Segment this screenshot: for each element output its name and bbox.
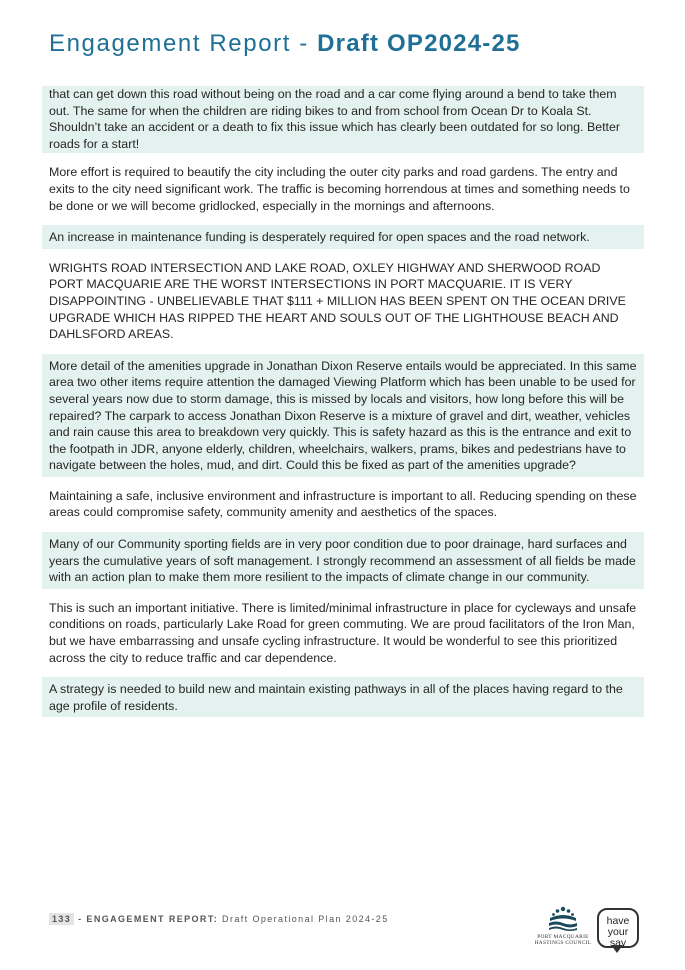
comment-list bbox=[42, 86, 644, 728]
speech-bubble-tail-icon bbox=[611, 945, 623, 953]
comment-6: Maintaining a safe, inclusive environment and infrastructure is important to all. Reducing spending on these areas could compromise safety, community amenity and aesthetics of the spaces. bbox=[49, 488, 637, 520]
page-number: 133 bbox=[49, 913, 74, 925]
comment-3: An increase in maintenance funding is desperately required for open spaces and the road network. bbox=[42, 225, 644, 249]
council-logo bbox=[528, 904, 598, 962]
comment-7: Many of our Community sporting fields are in very poor condition due to poor drainage, hard surfaces and years the cumulative years of soft management. I strongly recommend an assessment of all fields be made with an action plan to make them more resilient to the impacts of climate change in our community. bbox=[42, 532, 644, 589]
footer-label: - ENGAGEMENT REPORT: bbox=[78, 914, 219, 924]
header-title-draft: Draft OP2024-25 bbox=[317, 30, 521, 57]
comment-9: A strategy is needed to build new and maintain existing pathways in all of the places having regard to the age profile of residents. bbox=[42, 677, 644, 717]
have-your-say-badge bbox=[597, 908, 639, 948]
footer-doc-name: Draft Operational Plan 2024-25 bbox=[222, 914, 389, 924]
logo-line-2: HASTINGS COUNCIL bbox=[534, 940, 592, 947]
comment-2: More effort is required to beautify the city including the outer city parks and road gardens. The entry and exits to the city need significant work. The traffic is becoming horrendous at times and something needs to be done or we will become gridlocked, especially in the mornings and afternoons. bbox=[49, 165, 630, 213]
badge-line-1: have bbox=[606, 915, 630, 927]
comment-1: that can get down this road without being on the road and a car come flying around a bend to take them out. The same for when the children are riding bikes to and from school from Ocean Dr to Koala St. Shouldn’t take an accident or a death to fix this issue which has clearly been outdated for so long. Better roads for a start! bbox=[42, 86, 644, 153]
comment-8: This is such an important initiative. There is limited/minimal infrastructure in place for cycleways and unsafe conditions on roads, particularly Lake Road for green commuting. We are proud facilitators of the Iron Man, but we have embarrassing and unsafe cycling infrastructure. It would be wonderful to see this prioritized across the city to reduce traffic and car dependence. bbox=[49, 600, 637, 665]
logo-line-1: PORT MACQUARIE bbox=[537, 934, 589, 940]
comment-5: More detail of the amenities upgrade in Jonathan Dixon Reserve entails would be appreciated. In this same area two other items require attention the damaged Viewing Platform which has been unable to be used for several years now due to storm damage, this is missed by locals and visitors, how long before this will be repaired? The carpark to access Jonathan Dixon Reserve is a mixture of gravel and dirt, weather, vehicles and rain cause this area to breakdown very quickly. This is safety hazard as this is the entrance and exit to the footpath in JDR, anyone elderly, children, wheelchairs, walkers, prams, bikes and pedestrians have to navigate between the holes, mud, and dirt. Could this be fixed as part of the amenities upgrade? bbox=[42, 354, 644, 477]
page-header bbox=[49, 30, 521, 58]
page-footer bbox=[49, 914, 389, 924]
header-title-prefix: Engagement Report - bbox=[49, 30, 318, 57]
council-logo-icon bbox=[546, 904, 580, 932]
badge-line-2: your say bbox=[607, 926, 629, 949]
comment-4: WRIGHTS ROAD INTERSECTION AND LAKE ROAD, OXLEY HIGHWAY AND SHERWOOD ROAD PORT MACQUARIE ARE THE WORST INTERSECTIONS IN PORT MACQUARIE. IT IS VERY DISAPPOINTING - UNBELIEVABLE THAT $111 + MILLION HAS BEEN SPENT ON THE OCEAN DRIVE UPGRADE WHICH HAS RIPPED THE HEART AND SOULS OUT OF THE LIGHTHOUSE BEACH AND DAHLSFORD AREAS. bbox=[49, 260, 626, 342]
